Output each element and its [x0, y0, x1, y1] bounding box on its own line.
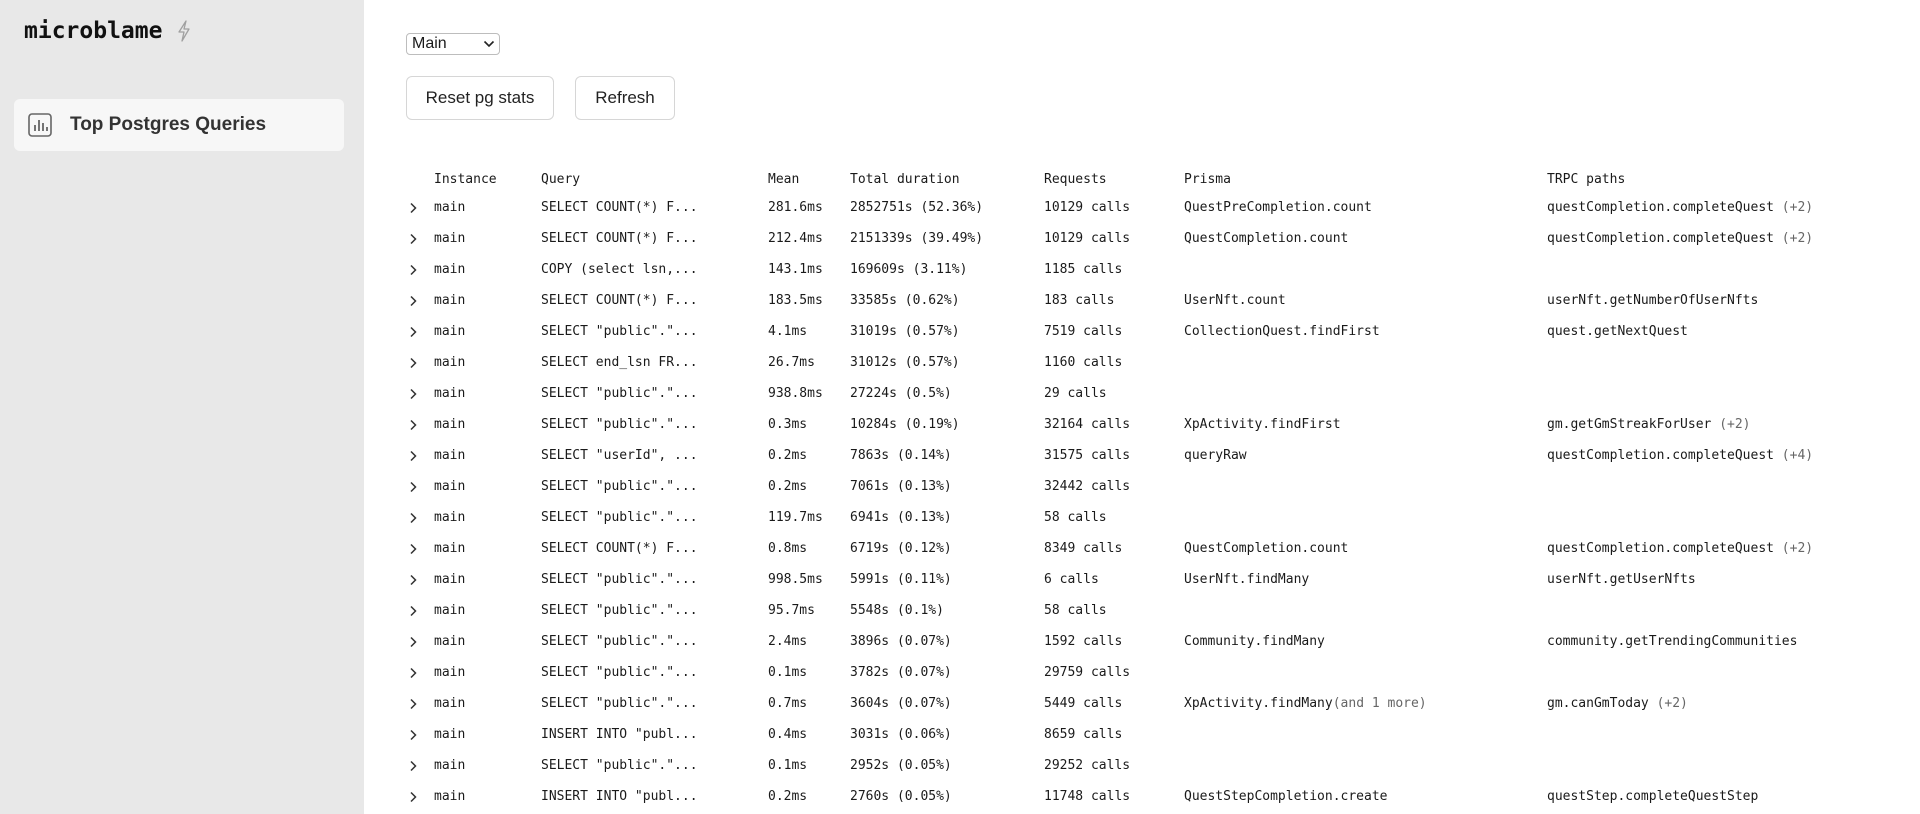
cell-query: SELECT "public"."...: [541, 324, 698, 339]
cell-trpc-paths: [1547, 533, 1827, 564]
expand-cell: [406, 316, 434, 347]
cell-instance: main: [434, 386, 466, 401]
table-row[interactable]: [406, 657, 1827, 688]
cell-prisma: [1184, 192, 1547, 223]
expand-cell: [406, 440, 434, 471]
cell-trpc-paths: [1547, 688, 1827, 719]
cell-mean: 0.3ms: [768, 417, 808, 432]
cell-mean: 938.8ms: [768, 386, 823, 401]
cell-total-duration: 2952s (0.05%): [850, 758, 952, 773]
trpc-path: gm.getGmStreakForUser: [1547, 417, 1712, 432]
cell-prisma: [1184, 316, 1547, 347]
cell-instance: main: [434, 324, 466, 339]
cell-total-duration: 6719s (0.12%): [850, 541, 952, 556]
cell-total-duration: 31012s (0.57%): [850, 355, 960, 370]
prisma-method: QuestPreCompletion.count: [1184, 200, 1372, 215]
trpc-path: questCompletion.completeQuest: [1547, 541, 1774, 556]
cell-trpc-paths: [1547, 378, 1827, 409]
cell-query: SELECT "userId", ...: [541, 448, 698, 463]
prisma-method: XpActivity.findMany: [1184, 696, 1333, 711]
chevron-right-icon[interactable]: [406, 201, 420, 215]
cell-mean: 0.1ms: [768, 665, 808, 680]
cell-requests: 32164 calls: [1044, 417, 1131, 432]
cell-trpc-paths: [1547, 285, 1827, 316]
cell-prisma: [1184, 502, 1547, 533]
cell-requests: 183 calls: [1044, 293, 1115, 308]
cell-mean: 212.4ms: [768, 231, 823, 246]
cell-instance: main: [434, 572, 466, 587]
trpc-path: userNft.getNumberOfUserNfts: [1547, 293, 1759, 308]
cell-query: SELECT "public"."...: [541, 634, 698, 649]
cell-query: SELECT "public"."...: [541, 386, 698, 401]
cell-prisma: [1184, 533, 1547, 564]
table-row[interactable]: [406, 440, 1827, 471]
table-row[interactable]: [406, 347, 1827, 378]
table-row[interactable]: [406, 533, 1827, 564]
cell-prisma: [1184, 285, 1547, 316]
cell-instance: main: [434, 200, 466, 215]
cell-total-duration: 3604s (0.07%): [850, 696, 952, 711]
cell-total-duration: 5548s (0.1%): [850, 603, 944, 618]
cell-query: SELECT "public"."...: [541, 417, 698, 432]
expand-cell: [406, 254, 434, 285]
cell-prisma: [1184, 378, 1547, 409]
column-header-mean[interactable]: Mean: [768, 172, 800, 187]
cell-instance: main: [434, 479, 466, 494]
table-row[interactable]: [406, 502, 1827, 533]
cell-query: SELECT "public"."...: [541, 665, 698, 680]
trpc-more: (+2): [1773, 541, 1814, 556]
chevron-right-icon[interactable]: [406, 387, 420, 401]
table-row[interactable]: [406, 254, 1827, 285]
sidebar-item-top-postgres-queries[interactable]: [14, 99, 344, 151]
cell-query: COPY (select lsn,...: [541, 262, 698, 277]
cell-total-duration: 7863s (0.14%): [850, 448, 952, 463]
cell-query: SELECT end_lsn FR...: [541, 355, 698, 370]
cell-mean: 0.8ms: [768, 541, 808, 556]
cell-instance: main: [434, 231, 466, 246]
chevron-right-icon[interactable]: [406, 325, 420, 339]
cell-total-duration: 5991s (0.11%): [850, 572, 952, 587]
cell-requests: 29252 calls: [1044, 758, 1131, 773]
expand-cell: [406, 471, 434, 502]
cell-total-duration: 10284s (0.19%): [850, 417, 960, 432]
expand-cell: [406, 657, 434, 688]
chevron-right-icon[interactable]: [406, 356, 420, 370]
expand-cell: [406, 719, 434, 750]
cell-trpc-paths: [1547, 595, 1827, 626]
cell-prisma: [1184, 471, 1547, 502]
cell-trpc-paths: [1547, 502, 1827, 533]
chevron-right-icon[interactable]: [406, 294, 420, 308]
expand-cell: [406, 285, 434, 316]
cell-trpc-paths: [1547, 409, 1827, 440]
cell-query: SELECT COUNT(*) F...: [541, 231, 698, 246]
cell-prisma: [1184, 347, 1547, 378]
trpc-more: (+2): [1773, 231, 1814, 246]
cell-query: INSERT INTO "publ...: [541, 727, 698, 742]
table-row[interactable]: [406, 316, 1827, 347]
cell-prisma: [1184, 440, 1547, 471]
cell-requests: 31575 calls: [1044, 448, 1131, 463]
instance-select-value: Main: [412, 35, 447, 52]
cell-mean: 281.6ms: [768, 200, 823, 215]
prisma-method: UserNft.findMany: [1184, 572, 1310, 587]
chevron-right-icon[interactable]: [406, 418, 420, 432]
cell-trpc-paths: [1547, 626, 1827, 657]
reset-pg-stats-button[interactable]: Reset pg stats: [406, 76, 554, 120]
cell-requests: 32442 calls: [1044, 479, 1131, 494]
main-content: [364, 0, 1920, 814]
cell-instance: main: [434, 696, 466, 711]
expand-cell: [406, 409, 434, 440]
cell-instance: main: [434, 448, 466, 463]
cell-total-duration: 3782s (0.07%): [850, 665, 952, 680]
cell-requests: 29 calls: [1044, 386, 1107, 401]
cell-query: SELECT "public"."...: [541, 510, 698, 525]
column-header-prisma[interactable]: Prisma: [1184, 172, 1231, 187]
cell-mean: 0.2ms: [768, 448, 808, 463]
trpc-path: questCompletion.completeQuest: [1547, 200, 1774, 215]
app-name: microblame: [24, 18, 163, 44]
expand-cell: [406, 378, 434, 409]
chevron-right-icon[interactable]: [406, 449, 420, 463]
cell-prisma: [1184, 223, 1547, 254]
cell-total-duration: 2151339s (39.49%): [850, 231, 984, 246]
chevron-right-icon[interactable]: [406, 573, 420, 587]
cell-query: SELECT COUNT(*) F...: [541, 293, 698, 308]
cell-trpc-paths: [1547, 254, 1827, 285]
cell-mean: 998.5ms: [768, 572, 823, 587]
cell-instance: main: [434, 727, 466, 742]
cell-trpc-paths: [1547, 657, 1827, 688]
refresh-button[interactable]: Refresh: [575, 76, 675, 120]
cell-total-duration: 2760s (0.05%): [850, 789, 952, 804]
cell-instance: main: [434, 262, 466, 277]
cell-query: INSERT INTO "publ...: [541, 789, 698, 804]
cell-mean: 4.1ms: [768, 324, 808, 339]
table-row[interactable]: [406, 750, 1827, 781]
prisma-method: UserNft.count: [1184, 293, 1286, 308]
cell-instance: main: [434, 510, 466, 525]
cell-requests: 5449 calls: [1044, 696, 1123, 711]
table-row[interactable]: [406, 378, 1827, 409]
cell-requests: 8349 calls: [1044, 541, 1123, 556]
cell-mean: 119.7ms: [768, 510, 823, 525]
sidebar-item-label: Top Postgres Queries: [70, 114, 267, 135]
cell-requests: 10129 calls: [1044, 231, 1131, 246]
cell-trpc-paths: [1547, 781, 1827, 812]
trpc-path: questCompletion.completeQuest: [1547, 231, 1774, 246]
cell-instance: main: [434, 293, 466, 308]
prisma-method: XpActivity.findFirst: [1184, 417, 1341, 432]
cell-mean: 26.7ms: [768, 355, 815, 370]
chevron-right-icon[interactable]: [406, 790, 420, 804]
cell-mean: 0.2ms: [768, 789, 808, 804]
expand-cell: [406, 347, 434, 378]
table-row[interactable]: [406, 471, 1827, 502]
cell-prisma: [1184, 409, 1547, 440]
trpc-more: (+2): [1648, 696, 1688, 711]
chevron-right-icon[interactable]: [406, 480, 420, 494]
cell-instance: main: [434, 665, 466, 680]
cell-query: SELECT COUNT(*) F...: [541, 541, 698, 556]
cell-instance: main: [434, 541, 466, 556]
cell-requests: 29759 calls: [1044, 665, 1131, 680]
cell-requests: 1592 calls: [1044, 634, 1123, 649]
cell-trpc-paths: [1547, 750, 1827, 781]
chevron-right-icon[interactable]: [406, 511, 420, 525]
table-row[interactable]: [406, 719, 1827, 750]
cell-prisma: [1184, 657, 1547, 688]
trpc-path: community.getTrendingCommunities: [1547, 634, 1798, 649]
cell-total-duration: 3896s (0.07%): [850, 634, 952, 649]
expand-cell: [406, 595, 434, 626]
cell-prisma: [1184, 626, 1547, 657]
cell-requests: 8659 calls: [1044, 727, 1123, 742]
cell-requests: 58 calls: [1044, 510, 1107, 525]
cell-total-duration: 27224s (0.5%): [850, 386, 952, 401]
expand-cell: [406, 781, 434, 812]
trpc-path: questCompletion.completeQuest: [1547, 448, 1774, 463]
chevron-right-icon[interactable]: [406, 232, 420, 246]
column-header-query[interactable]: Query: [541, 172, 581, 187]
cell-prisma: [1184, 564, 1547, 595]
prisma-method: Community.findMany: [1184, 634, 1325, 649]
expand-cell: [406, 626, 434, 657]
cell-query: SELECT "public"."...: [541, 696, 698, 711]
expand-cell: [406, 533, 434, 564]
cell-trpc-paths: [1547, 440, 1827, 471]
expand-cell: [406, 223, 434, 254]
cell-prisma: [1184, 719, 1547, 750]
table-row[interactable]: [406, 595, 1827, 626]
column-header-total-duration[interactable]: Total duration: [850, 172, 960, 187]
chevron-right-icon[interactable]: [406, 728, 420, 742]
cell-requests: 1160 calls: [1044, 355, 1123, 370]
cell-requests: 1185 calls: [1044, 262, 1123, 277]
cell-total-duration: 3031s (0.06%): [850, 727, 952, 742]
cell-query: SELECT COUNT(*) F...: [541, 200, 698, 215]
cell-instance: main: [434, 417, 466, 432]
expand-cell: [406, 688, 434, 719]
chevron-right-icon[interactable]: [406, 604, 420, 618]
chevron-right-icon[interactable]: [406, 635, 420, 649]
cell-requests: 11748 calls: [1044, 789, 1131, 804]
cell-mean: 143.1ms: [768, 262, 823, 277]
cell-requests: 6 calls: [1044, 572, 1099, 587]
table-row[interactable]: [406, 564, 1827, 595]
cell-total-duration: 6941s (0.13%): [850, 510, 952, 525]
column-header-requests[interactable]: Requests: [1044, 172, 1107, 187]
cell-instance: main: [434, 789, 466, 804]
queries-table: [406, 167, 1827, 812]
column-header-instance[interactable]: Instance: [434, 172, 497, 187]
trpc-path: questStep.completeQuestStep: [1547, 789, 1759, 804]
cell-mean: 0.1ms: [768, 758, 808, 773]
cell-instance: main: [434, 758, 466, 773]
cell-query: SELECT "public"."...: [541, 479, 698, 494]
chevron-right-icon[interactable]: [406, 759, 420, 773]
table-row[interactable]: [406, 626, 1827, 657]
cell-instance: main: [434, 603, 466, 618]
sidebar: [0, 0, 364, 814]
cell-prisma: [1184, 688, 1547, 719]
cell-query: SELECT "public"."...: [541, 758, 698, 773]
cell-total-duration: 31019s (0.57%): [850, 324, 960, 339]
lightning-icon: [176, 20, 192, 42]
expand-cell: [406, 750, 434, 781]
expand-cell: [406, 192, 434, 223]
cell-mean: 183.5ms: [768, 293, 823, 308]
cell-query: SELECT "public"."...: [541, 603, 698, 618]
cell-trpc-paths: [1547, 316, 1827, 347]
chevron-right-icon[interactable]: [406, 263, 420, 277]
table-row[interactable]: [406, 223, 1827, 254]
chevron-down-icon: [483, 39, 495, 49]
cell-query: SELECT "public"."...: [541, 572, 698, 587]
expand-cell: [406, 564, 434, 595]
prisma-method: QuestCompletion.count: [1184, 541, 1349, 556]
table-row[interactable]: [406, 781, 1827, 812]
cell-requests: 10129 calls: [1044, 200, 1131, 215]
cell-trpc-paths: [1547, 192, 1827, 223]
cell-trpc-paths: [1547, 564, 1827, 595]
column-header-expand: [406, 167, 434, 192]
bar-chart-icon: [27, 112, 53, 138]
cell-prisma: [1184, 254, 1547, 285]
trpc-path: quest.getNextQuest: [1547, 324, 1688, 339]
trpc-path: gm.canGmToday: [1547, 696, 1649, 711]
cell-prisma: [1184, 595, 1547, 626]
cell-prisma: [1184, 750, 1547, 781]
table-row[interactable]: [406, 192, 1827, 223]
cell-mean: 2.4ms: [768, 634, 808, 649]
cell-mean: 95.7ms: [768, 603, 815, 618]
trpc-more: (+4): [1773, 448, 1814, 463]
table-row[interactable]: [406, 409, 1827, 440]
cell-requests: 7519 calls: [1044, 324, 1123, 339]
cell-total-duration: 7061s (0.13%): [850, 479, 952, 494]
cell-total-duration: 33585s (0.62%): [850, 293, 960, 308]
trpc-path: userNft.getUserNfts: [1547, 572, 1696, 587]
prisma-method: queryRaw: [1184, 448, 1247, 463]
chevron-right-icon[interactable]: [406, 542, 420, 556]
cell-mean: 0.7ms: [768, 696, 808, 711]
brand[interactable]: [24, 18, 192, 44]
expand-cell: [406, 502, 434, 533]
cell-trpc-paths: [1547, 223, 1827, 254]
prisma-method: QuestStepCompletion.create: [1184, 789, 1388, 804]
trpc-more: (+2): [1711, 417, 1751, 432]
table-row[interactable]: [406, 688, 1827, 719]
cell-mean: 0.2ms: [768, 479, 808, 494]
cell-requests: 58 calls: [1044, 603, 1107, 618]
cell-total-duration: 169609s (3.11%): [850, 262, 968, 277]
cell-trpc-paths: [1547, 719, 1827, 750]
prisma-more: (and 1 more): [1332, 696, 1427, 711]
trpc-more: (+2): [1773, 200, 1814, 215]
chevron-right-icon[interactable]: [406, 697, 420, 711]
table-header-row: [406, 167, 1827, 192]
table-row[interactable]: [406, 285, 1827, 316]
cell-trpc-paths: [1547, 471, 1827, 502]
cell-trpc-paths: [1547, 347, 1827, 378]
chevron-right-icon[interactable]: [406, 666, 420, 680]
cell-instance: main: [434, 355, 466, 370]
column-header-trpc-paths[interactable]: TRPC paths: [1547, 172, 1626, 187]
prisma-method: QuestCompletion.count: [1184, 231, 1349, 246]
instance-select[interactable]: [406, 33, 500, 55]
cell-mean: 0.4ms: [768, 727, 808, 742]
cell-instance: main: [434, 634, 466, 649]
cell-total-duration: 2852751s (52.36%): [850, 200, 984, 215]
cell-prisma: [1184, 781, 1547, 812]
prisma-method: CollectionQuest.findFirst: [1184, 324, 1380, 339]
